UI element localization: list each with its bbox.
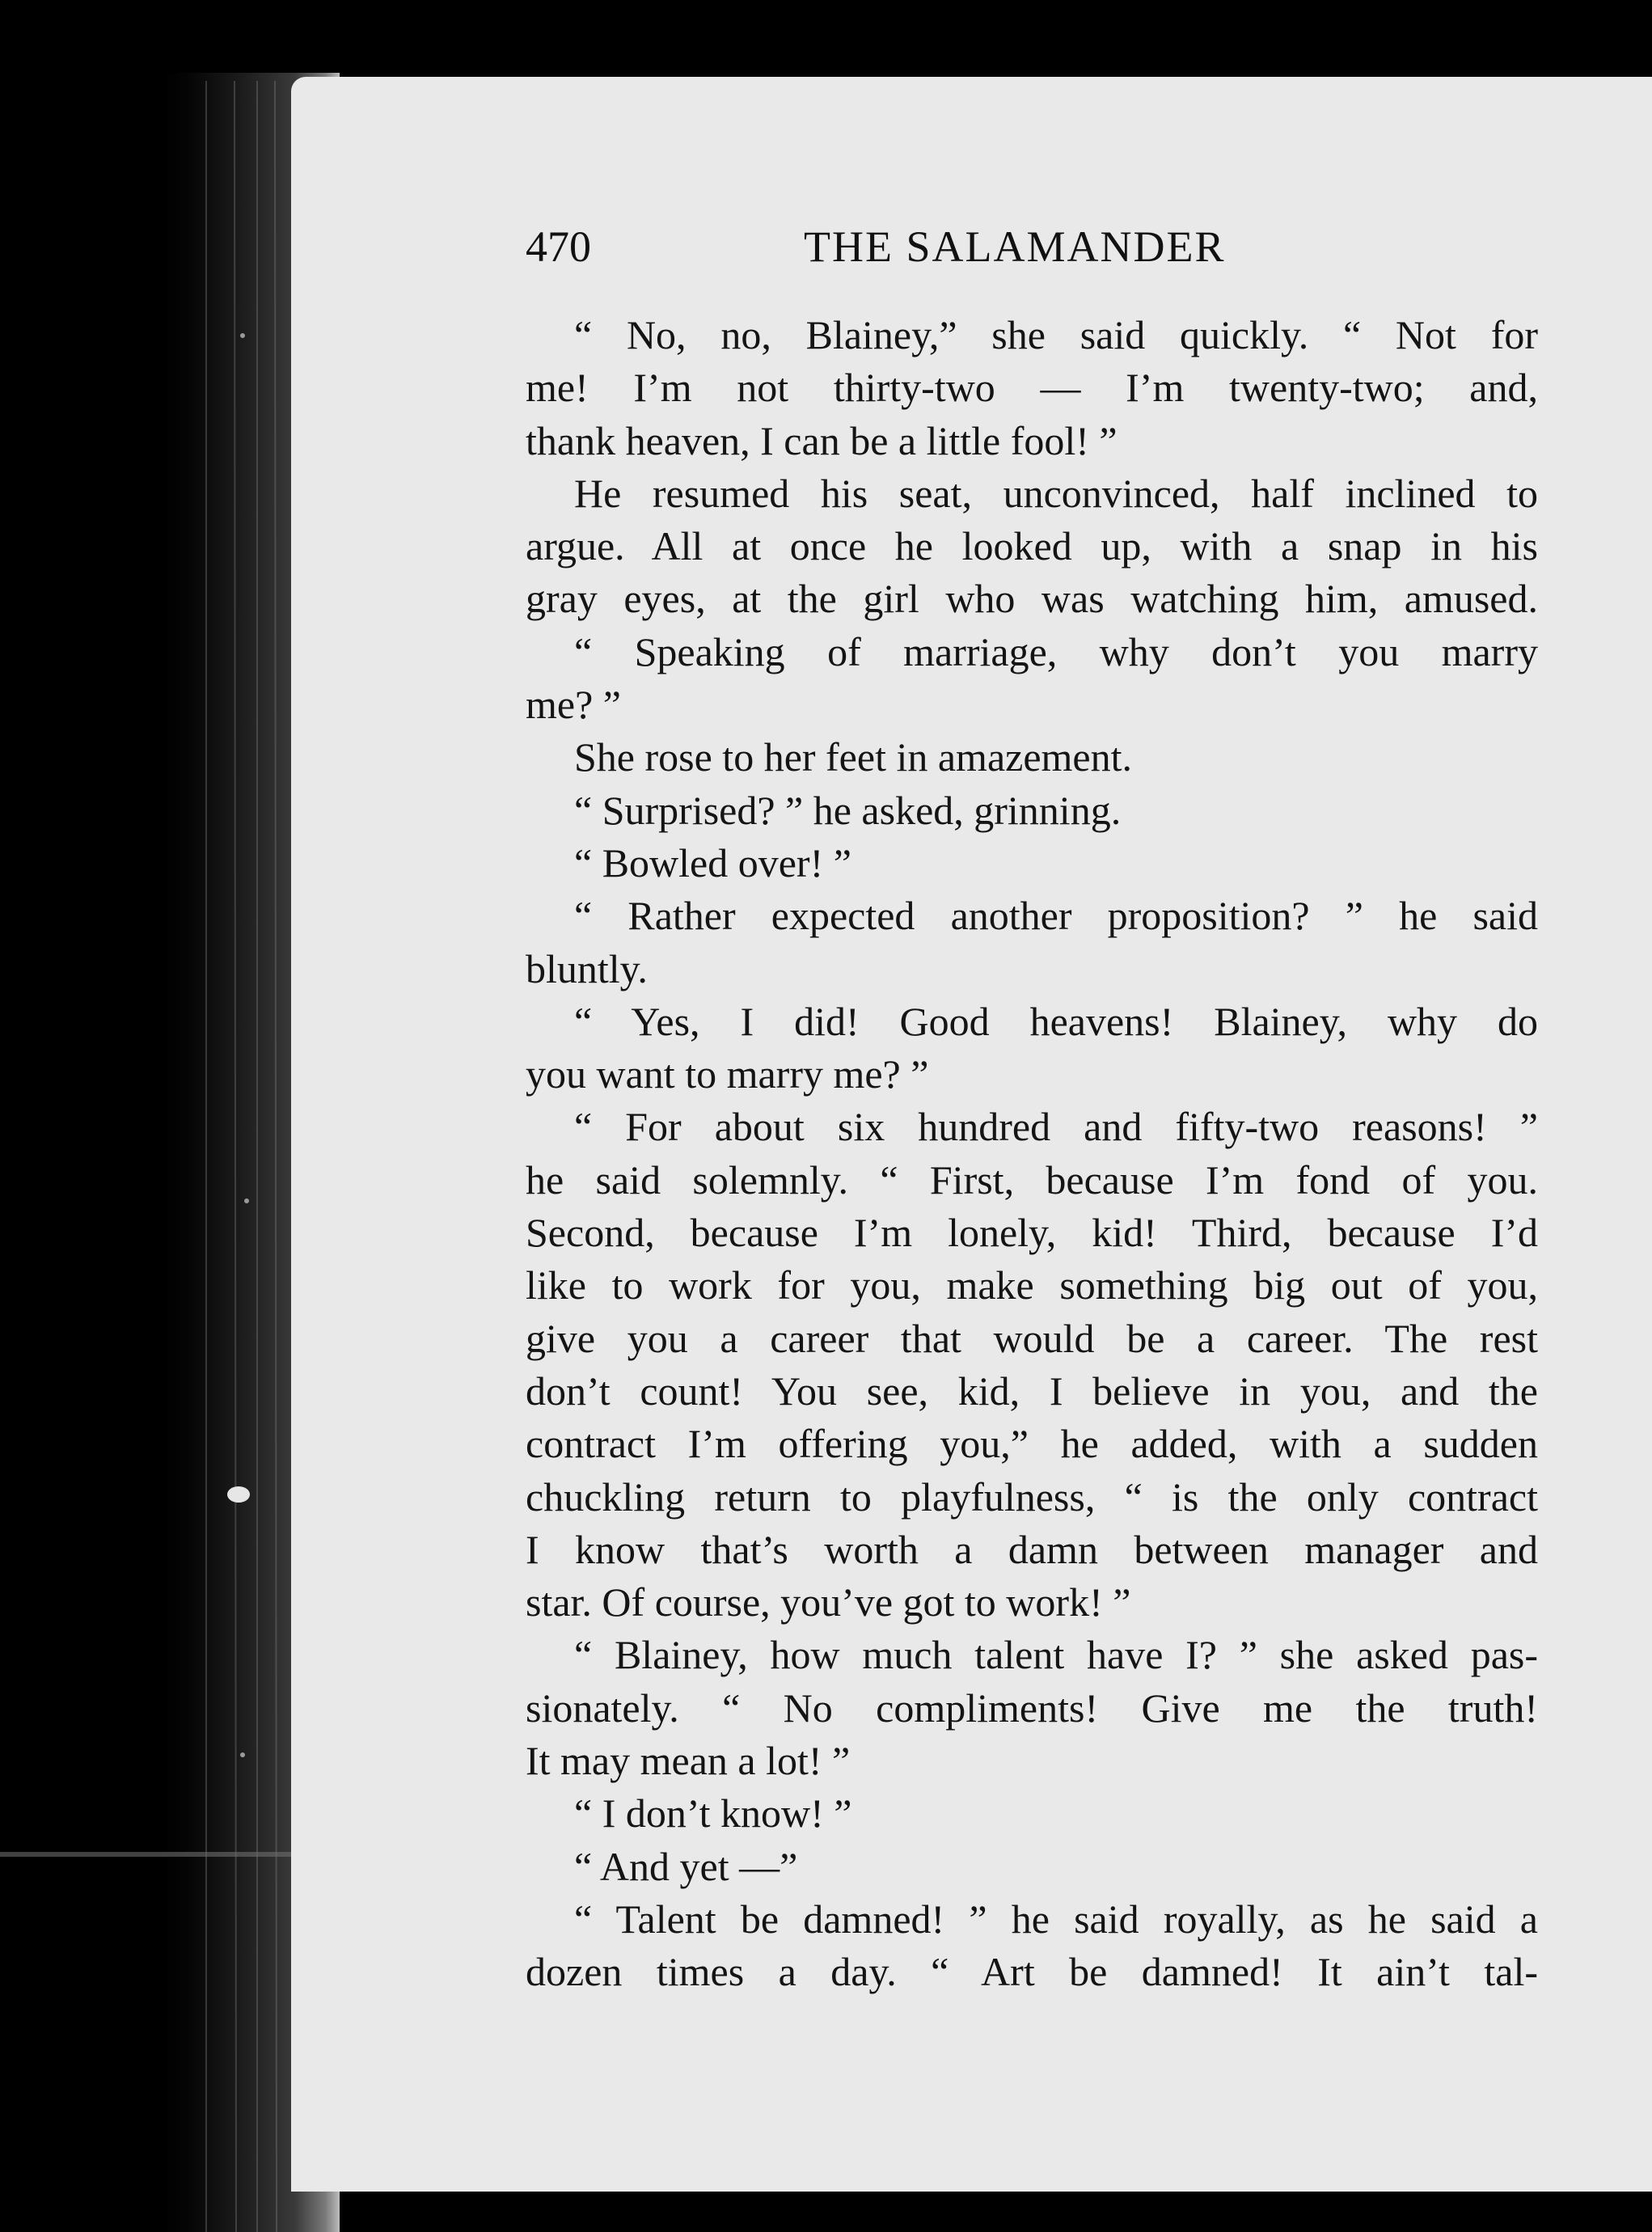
body-text	[526, 309, 1538, 1999]
text-line: She rose to her feet in amazement.	[574, 734, 1132, 780]
text-line: “ Rather expected another proposition? ” he said	[574, 893, 1538, 939]
text-line: me? ”	[526, 682, 621, 728]
text-line: like to work for you, make something big out of you,	[526, 1262, 1538, 1308]
text-line: “ And yet —”	[574, 1843, 798, 1889]
text-line: “ Surprised? ” he asked, grinning.	[574, 787, 1122, 833]
text-line: “ Yes, I did! Good heavens! Blainey, why do	[574, 998, 1538, 1044]
text-line: chuckling return to playfulness, “ is the only contract	[526, 1473, 1538, 1520]
text-line: argue. All at once he looked up, with a snap in his	[526, 523, 1538, 569]
text-line: Second, because I’m lonely, kid! Third, because I’d	[526, 1210, 1538, 1256]
text-line: gray eyes, at the girl who was watching him, amused.	[526, 576, 1538, 622]
text-line: I know that’s worth a damn between manager and	[526, 1526, 1538, 1572]
text-line: dozen times a day. “ Art be damned! It ain’t tal-	[526, 1949, 1538, 1995]
text-line: “ Bowled over! ”	[574, 839, 851, 886]
text-line: give you a career that would be a career. The rest	[526, 1315, 1538, 1361]
page-number: 470	[526, 222, 591, 271]
text-line: he said solemnly. “ First, because I’m fond of you.	[526, 1156, 1538, 1203]
text-line: “ Speaking of marriage, why don’t you marry	[574, 628, 1538, 674]
text-line: thank heaven, I can be a little fool! ”	[526, 417, 1118, 463]
text-line: It may mean a lot! ”	[526, 1738, 851, 1784]
page-header	[526, 218, 1257, 275]
text-line: “ For about six hundred and fifty-two reasons! ”	[574, 1104, 1538, 1150]
text-line: He resumed his seat, unconvinced, half inclined to	[574, 470, 1538, 516]
text-line: sionately. “ No compliments! Give me the truth!	[526, 1685, 1538, 1731]
text-line: me! I’m not thirty-two — I’m twenty-two; and,	[526, 365, 1538, 411]
text-line: bluntly.	[526, 945, 648, 991]
text-line: contract I’m offering you,” he added, with a sudden	[526, 1421, 1538, 1467]
text-line: don’t count! You see, kid, I believe in you, and the	[526, 1368, 1538, 1414]
text-line: you want to marry me? ”	[526, 1051, 929, 1097]
running-title: THE SALAMANDER	[804, 222, 1226, 271]
text-line: “ I don’t know! ”	[574, 1790, 852, 1837]
text-line: “ Talent be damned! ” he said royally, as he said a	[574, 1896, 1538, 1942]
text-line: “ Blainey, how much talent have I? ” she asked pas-	[574, 1632, 1538, 1678]
text-line: “ No, no, Blainey,” she said quickly. “ Not for	[574, 312, 1538, 357]
text-line: star. Of course, you’ve got to work! ”	[526, 1579, 1131, 1625]
